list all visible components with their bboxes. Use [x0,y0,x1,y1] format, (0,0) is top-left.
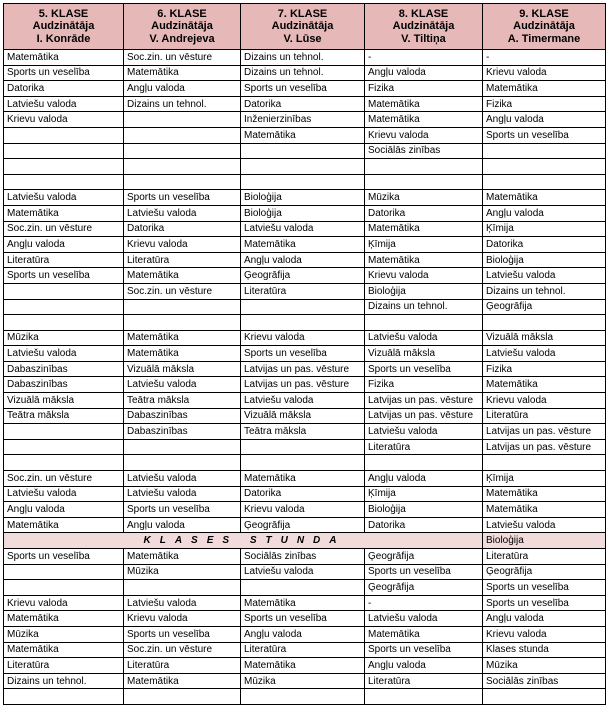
lesson-cell: Sports un veselība [365,642,483,658]
lesson-cell: Matemātika [4,611,124,627]
lesson-cell: Dabaszinības [4,377,124,393]
class-header [124,4,241,50]
lesson-cell: Matemātika [124,673,241,689]
class-header [365,4,483,50]
lesson-cell [124,143,241,159]
lesson-cell [4,424,124,440]
lesson-row [4,268,606,284]
lesson-row [4,580,606,596]
lesson-cell: Matemātika [483,486,606,502]
blank-row [4,689,606,705]
lesson-cell: Krievu valoda [124,611,241,627]
teacher-label: Audzinātāja [151,20,213,33]
lesson-row [4,252,606,268]
lesson-cell: Matemātika [4,205,124,221]
lesson-cell: Ģeogrāfija [365,580,483,596]
lesson-cell: Bioloģija [241,205,365,221]
lesson-cell [4,455,124,471]
lesson-cell: Dabaszinības [124,408,241,424]
lesson-cell: Sports un veselība [241,346,365,362]
lesson-cell: Latvijas un pas. vēsture [483,439,606,455]
lesson-cell: Dizains un tehnol. [241,50,365,66]
lesson-cell: Latvijas un pas. vēsture [241,361,365,377]
teacher-name: I. Konrāde [36,32,91,45]
lesson-cell: Krievu valoda [4,112,124,128]
lesson-cell: Sports un veselība [241,611,365,627]
lesson-cell: Matemātika [124,330,241,346]
lesson-cell [241,689,365,705]
lesson-cell [4,315,124,331]
lesson-row [4,143,606,159]
blank-row [4,315,606,331]
lesson-cell: Dizains un tehnol. [241,65,365,81]
lesson-cell: Krievu valoda [241,502,365,518]
header-row [4,4,606,50]
lesson-row [4,611,606,627]
lesson-cell: Latviešu valoda [4,96,124,112]
lesson-cell: Latviešu valoda [124,595,241,611]
lesson-cell: Krievu valoda [483,626,606,642]
lesson-cell: Literatūra [365,673,483,689]
lesson-cell: Ģeogrāfija [241,517,365,533]
lesson-cell [4,127,124,143]
lesson-row [4,658,606,674]
lesson-cell: Dabaszinības [4,361,124,377]
lesson-cell: Bioloģija [241,190,365,206]
lesson-cell: Datorika [483,237,606,253]
lesson-cell [365,159,483,175]
lesson-cell: Krievu valoda [124,237,241,253]
lesson-row [4,626,606,642]
lesson-cell: Vizuālā māksla [241,408,365,424]
lesson-cell: Bioloģija [365,502,483,518]
lesson-row [4,642,606,658]
lesson-row [4,237,606,253]
lesson-cell [4,143,124,159]
class-title: 9. KLASE [519,7,569,20]
lesson-cell [124,174,241,190]
lesson-cell: Literatūra [4,658,124,674]
lesson-cell [241,580,365,596]
lesson-cell: Teātra māksla [241,424,365,440]
lesson-row [4,486,606,502]
timetable-body [4,50,606,705]
lesson-cell: Matemātika [241,237,365,253]
lesson-row [4,283,606,299]
lesson-cell [241,299,365,315]
lesson-cell: Latvijas un pas. vēsture [365,393,483,409]
lesson-cell: Matemātika [365,96,483,112]
lesson-cell: Soc.zin. un vēsture [4,471,124,487]
lesson-cell [365,174,483,190]
lesson-row [4,81,606,97]
lesson-cell: Angļu valoda [4,237,124,253]
lesson-cell: Literatūra [241,283,365,299]
lesson-cell: Literatūra [4,252,124,268]
lesson-cell: Latviešu valoda [124,377,241,393]
lesson-cell [4,439,124,455]
lesson-cell: Dizains un tehnol. [365,299,483,315]
lesson-cell: Angļu valoda [241,252,365,268]
lesson-cell: Dizains un tehnol. [124,96,241,112]
lesson-cell: Matemātika [365,626,483,642]
lesson-cell: Bioloģija [483,533,606,549]
lesson-cell: Matemātika [241,595,365,611]
lesson-cell: Latviešu valoda [483,517,606,533]
lesson-cell: Angļu valoda [241,626,365,642]
lesson-cell: Latvijas un pas. vēsture [365,408,483,424]
lesson-cell: Latviešu valoda [4,346,124,362]
lesson-row [4,564,606,580]
lesson-cell: Latviešu valoda [4,486,124,502]
lesson-cell [124,159,241,175]
lesson-cell: Ģeogrāfija [365,549,483,565]
lesson-row [4,346,606,362]
class-hour-row [4,533,606,549]
lesson-cell: Ķīmija [483,471,606,487]
lesson-cell: Matemātika [4,642,124,658]
lesson-cell: Ķīmija [365,237,483,253]
lesson-cell: Matemātika [4,517,124,533]
lesson-cell: Sociālās zinības [365,143,483,159]
lesson-row [4,127,606,143]
lesson-row [4,205,606,221]
lesson-cell: Sports un veselība [124,626,241,642]
lesson-cell: Matemātika [241,127,365,143]
lesson-cell: Matemātika [483,377,606,393]
lesson-cell [124,580,241,596]
lesson-cell: Datorika [365,517,483,533]
lesson-cell [483,174,606,190]
lesson-row [4,50,606,66]
lesson-cell: Sports un veselība [124,190,241,206]
class-header [483,4,606,50]
teacher-name: V. Lūse [283,32,322,45]
lesson-cell [483,315,606,331]
lesson-cell: Angļu valoda [4,502,124,518]
lesson-cell: Mūzika [483,658,606,674]
lesson-cell: - [365,50,483,66]
lesson-cell: Krievu valoda [483,393,606,409]
timetable [3,3,606,705]
lesson-cell: Sports un veselība [365,564,483,580]
lesson-cell: Soc.zin. un vēsture [124,283,241,299]
lesson-row [4,673,606,689]
lesson-cell [4,564,124,580]
lesson-cell: Angļu valoda [365,658,483,674]
lesson-row [4,96,606,112]
lesson-cell: Krievu valoda [4,595,124,611]
lesson-cell: Latviešu valoda [124,486,241,502]
teacher-label: Audzinātāja [32,20,95,33]
lesson-cell [483,689,606,705]
blank-row [4,455,606,471]
teacher-name: A. Timermane [507,32,581,45]
lesson-cell [124,299,241,315]
class-hour-label: KLASES STUNDA [4,533,483,549]
lesson-cell: Fizika [365,81,483,97]
lesson-cell: Datorika [365,205,483,221]
lesson-cell: Sports un veselība [483,127,606,143]
lesson-row [4,65,606,81]
lesson-cell [4,174,124,190]
lesson-row [4,595,606,611]
lesson-cell [124,315,241,331]
class-title: 5. KLASE [38,7,89,20]
lesson-row [4,393,606,409]
lesson-cell [483,455,606,471]
lesson-cell: Literatūra [124,252,241,268]
lesson-cell [241,159,365,175]
lesson-cell: Matemātika [241,658,365,674]
lesson-cell: Ģeogrāfija [483,299,606,315]
class-title: 8. KLASE [398,7,449,20]
lesson-cell: Mūzika [241,673,365,689]
lesson-row [4,408,606,424]
lesson-cell: Sports un veselība [241,81,365,97]
lesson-cell: Latviešu valoda [365,611,483,627]
lesson-cell: Mūzika [365,190,483,206]
lesson-row [4,439,606,455]
lesson-cell: Dabaszinības [124,424,241,440]
lesson-cell: Matemātika [483,502,606,518]
lesson-cell: Matemātika [365,252,483,268]
lesson-cell [124,439,241,455]
lesson-cell: Dizains un tehnol. [4,673,124,689]
lesson-cell: Matemātika [124,65,241,81]
lesson-cell: Datorika [124,221,241,237]
lesson-cell: Sports un veselība [365,361,483,377]
lesson-cell: Matemātika [365,112,483,128]
lesson-cell [483,159,606,175]
lesson-cell [241,143,365,159]
lesson-cell [241,455,365,471]
lesson-cell: Vizuālā māksla [483,330,606,346]
lesson-cell: Angļu valoda [483,205,606,221]
lesson-cell [4,283,124,299]
lesson-cell: Matemātika [483,190,606,206]
lesson-cell [241,174,365,190]
lesson-row [4,330,606,346]
lesson-cell: - [483,50,606,66]
lesson-cell: Matemātika [124,268,241,284]
lesson-cell: Literatūra [483,408,606,424]
blank-row [4,174,606,190]
lesson-row [4,424,606,440]
lesson-cell: Literatūra [483,549,606,565]
lesson-cell [4,580,124,596]
lesson-cell: Sociālās zinības [483,673,606,689]
lesson-row [4,517,606,533]
lesson-cell: Latviešu valoda [365,424,483,440]
lesson-cell: Sports un veselība [4,65,124,81]
lesson-cell: Fizika [365,377,483,393]
lesson-row [4,361,606,377]
lesson-cell [241,439,365,455]
lesson-row [4,502,606,518]
lesson-row [4,112,606,128]
lesson-cell: Mūzika [4,330,124,346]
lesson-cell: Angļu valoda [365,471,483,487]
lesson-row [4,221,606,237]
lesson-row [4,471,606,487]
lesson-cell: Latviešu valoda [241,221,365,237]
lesson-cell: Teātra māksla [124,393,241,409]
lesson-cell: Literatūra [365,439,483,455]
class-header [241,4,365,50]
lesson-cell: Angļu valoda [483,112,606,128]
lesson-cell: Angļu valoda [124,81,241,97]
lesson-cell [124,689,241,705]
lesson-cell: Literatūra [241,642,365,658]
lesson-cell: Inženierzinības [241,112,365,128]
lesson-cell: Bioloģija [483,252,606,268]
lesson-cell: Sports un veselība [4,268,124,284]
teacher-label: Audzinātāja [513,20,575,33]
lesson-cell: Matemātika [365,221,483,237]
lesson-cell: Teātra māksla [4,408,124,424]
lesson-cell: Sociālās zinības [241,549,365,565]
lesson-cell: Krievu valoda [365,127,483,143]
lesson-cell: Fizika [483,96,606,112]
lesson-cell: Latviešu valoda [241,393,365,409]
lesson-cell [124,455,241,471]
teacher-name: V. Andrejeva [149,32,215,45]
lesson-cell: Soc.zin. un vēsture [124,642,241,658]
lesson-cell: Sports un veselība [4,549,124,565]
class-title: 7. KLASE [277,7,328,20]
lesson-cell: Mūzika [4,626,124,642]
lesson-cell: Latviešu valoda [365,330,483,346]
lesson-cell: Vizuālā māksla [124,361,241,377]
lesson-cell: Bioloģija [365,283,483,299]
lesson-cell: Latviešu valoda [483,268,606,284]
lesson-cell [241,315,365,331]
lesson-cell: Fizika [483,361,606,377]
lesson-cell: Sports un veselība [483,580,606,596]
lesson-cell: Latvijas un pas. vēsture [483,424,606,440]
lesson-row [4,549,606,565]
lesson-cell [365,315,483,331]
blank-row [4,159,606,175]
lesson-cell: Ģeogrāfija [241,268,365,284]
lesson-cell: - [365,595,483,611]
class-header [4,4,124,50]
lesson-cell: Soc.zin. un vēsture [124,50,241,66]
lesson-cell: Soc.zin. un vēsture [4,221,124,237]
lesson-cell: Matemātika [4,50,124,66]
lesson-cell: Latviešu valoda [241,564,365,580]
lesson-cell: Matemātika [241,471,365,487]
lesson-cell: Angļu valoda [365,65,483,81]
lesson-cell: Datorika [241,96,365,112]
lesson-cell: Latviešu valoda [483,346,606,362]
lesson-cell: Angļu valoda [483,611,606,627]
lesson-cell: Dizains un tehnol. [483,283,606,299]
lesson-cell [4,299,124,315]
teacher-label: Audzinātāja [392,20,455,33]
lesson-cell: Matemātika [483,81,606,97]
lesson-cell: Ķīmija [365,486,483,502]
lesson-cell: Latviešu valoda [124,471,241,487]
lesson-cell: Latviešu valoda [124,205,241,221]
lesson-cell: Matemātika [124,346,241,362]
teacher-label: Audzinātāja [271,20,334,33]
lesson-cell: Angļu valoda [124,517,241,533]
lesson-cell: Krievu valoda [241,330,365,346]
lesson-cell [4,159,124,175]
lesson-cell: Datorika [4,81,124,97]
lesson-cell: Latviešu valoda [4,190,124,206]
lesson-cell: Krievu valoda [483,65,606,81]
lesson-cell: Matemātika [124,549,241,565]
lesson-cell: Sports un veselība [483,595,606,611]
lesson-cell: Vizuālā māksla [4,393,124,409]
lesson-cell: Latvijas un pas. vēsture [241,377,365,393]
lesson-cell [124,112,241,128]
lesson-cell [365,455,483,471]
lesson-cell: Klases stunda [483,642,606,658]
lesson-cell [365,689,483,705]
lesson-cell: Vizuālā māksla [365,346,483,362]
lesson-row [4,377,606,393]
lesson-cell: Sports un veselība [124,502,241,518]
lesson-cell [4,689,124,705]
lesson-row [4,190,606,206]
lesson-cell: Ģeogrāfija [483,564,606,580]
lesson-cell: Ķīmija [483,221,606,237]
lesson-cell: Literatūra [124,658,241,674]
teacher-name: V. Tiltiņa [401,32,446,45]
class-title: 6. KLASE [157,7,207,20]
lesson-cell: Mūzika [124,564,241,580]
lesson-cell: Datorika [241,486,365,502]
lesson-cell [124,127,241,143]
lesson-cell: Krievu valoda [365,268,483,284]
lesson-row [4,299,606,315]
lesson-cell [483,143,606,159]
